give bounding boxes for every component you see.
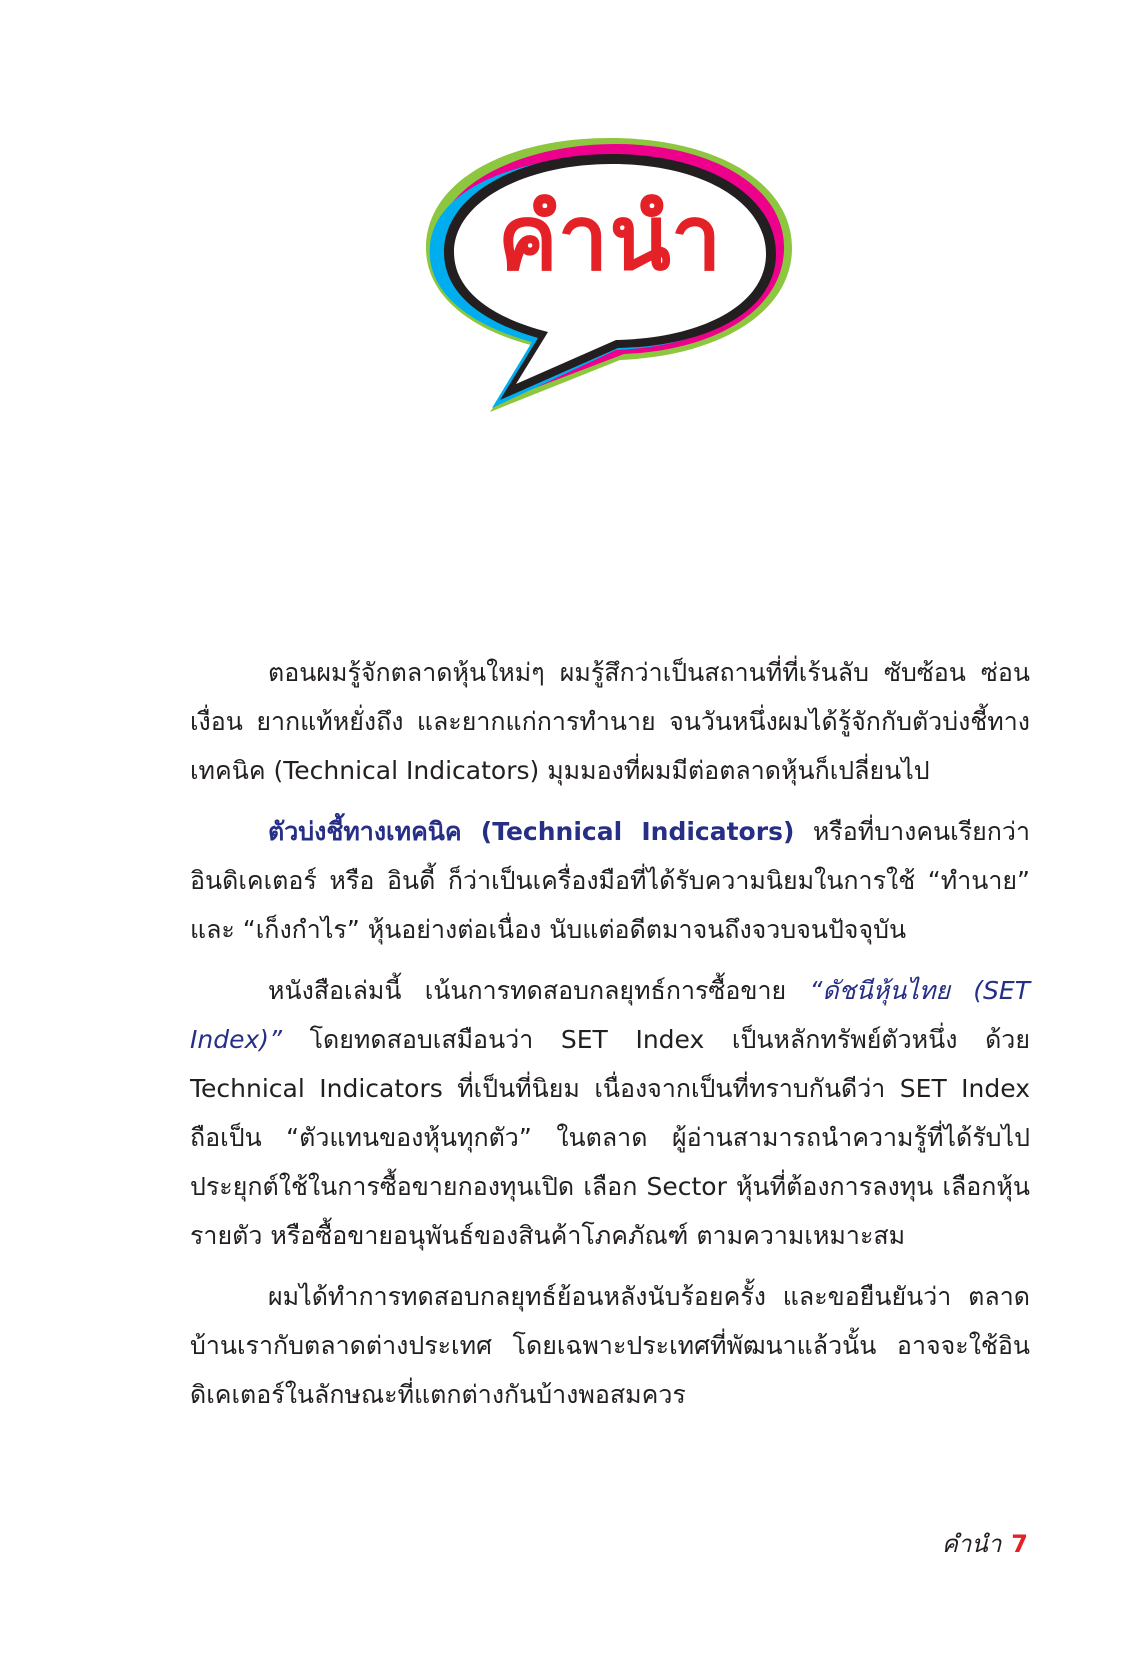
preface-body (190, 648, 1030, 1431)
technical-indicators-term: ตัวบ่งชี้ทางเทคนิค (Technical Indicators) (268, 817, 795, 846)
footer-section-label: คำนำ (941, 1530, 1002, 1558)
paragraph-3-text-a: หนังสือเล่มนี้ เน้นการทดสอบกลยุทธ์การซื้อขาย (268, 976, 810, 1005)
page-footer (942, 1524, 1028, 1563)
paragraph-2 (190, 807, 1030, 954)
paragraph-4 (190, 1272, 1030, 1419)
paragraph-2-text: หรือที่บางคนเรียกว่า อินดิเคเตอร์ หรือ อินดี้ ก็ว่าเป็นเครื่องมือที่ได้รับความนิยมในการใช้ “ทำนาย” และ “เก็งกำไร” หุ้นอย่างต่อเนื่อง นับแต่อดีตมาจนถึงจวบจนปัจจุบัน (190, 817, 1030, 944)
paragraph-3-text-b: โดยทดสอบเสมือนว่า SET Index เป็นหลักทรัพย์ตัวหนึ่ง ด้วย Technical Indicators ที่เป็นที่นิยม เนื่องจากเป็นที่ทราบกันดีว่า SET Index ถือเป็น “ตัวแทนของหุ้นทุกตัว” ในตลาด ผู้อ่านสามารถนำความรู้ที่ได้รับไปประยุกต์ใช้ในการซื้อขายกองทุนเปิด เลือก Sector หุ้นที่ต้องการลงทุน เลือกหุ้นรายตัว หรือซื้อขายอนุพันธ์ของสินค้าโภคภัณฑ์ ตามความเหมาะสม (190, 1025, 1030, 1250)
page-number: 7 (1011, 1530, 1028, 1558)
paragraph-4-text: ผมได้ทำการทดสอบกลยุทธ์ย้อนหลังนับร้อยครั้ง และขอยืนยันว่า ตลาดบ้านเรากับตลาดต่างประเทศ โดยเฉพาะประเทศที่พัฒนาแล้วนั้น อาจจะใช้อินดิเคเตอร์ในลักษณะที่แตกต่างกันบ้างพอสมควร (190, 1282, 1030, 1409)
paragraph-1 (190, 648, 1030, 795)
speech-bubble-title (420, 130, 800, 430)
page-title: คำนำ (497, 186, 723, 291)
paragraph-1-text: ตอนผมรู้จักตลาดหุ้นใหม่ๆ ผมรู้สึกว่าเป็นสถานที่ที่เร้นลับ ซับซ้อน ซ่อนเงื่อน ยากแท้หยั่งถึง และยากแก่การทำนาย จนวันหนึ่งผมได้รู้จักกับตัวบ่งชี้ทางเทคนิค (Technical Indicators) มุมมองที่ผมมีต่อตลาดหุ้นก็เปลี่ยนไป (190, 658, 1030, 785)
paragraph-3 (190, 966, 1030, 1260)
set-index-term: “ดัชนีหุ้นไทย (SET Index)” (190, 976, 1030, 1054)
